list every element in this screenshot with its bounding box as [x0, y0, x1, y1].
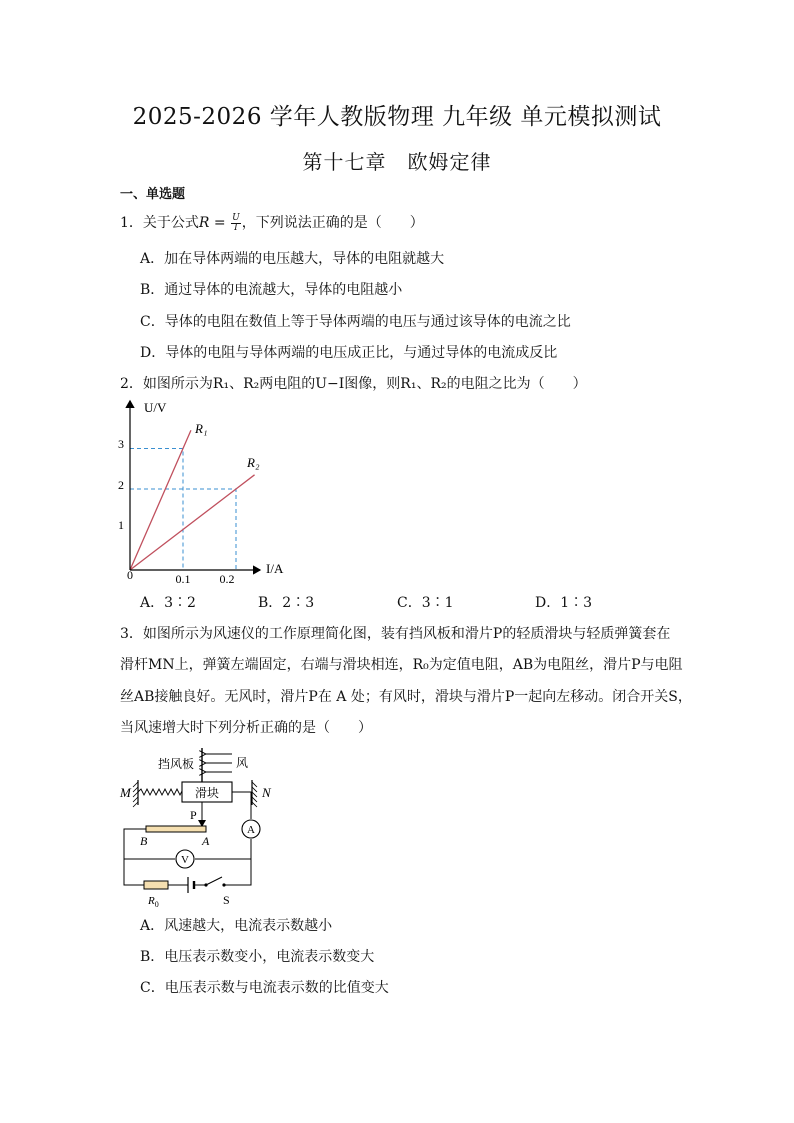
y-tick-label: 2: [118, 478, 124, 492]
fraction-numerator: U: [232, 212, 240, 223]
option-c: C．导体的电阻在数值上等于导体两端的电压与通过该导体的电流之比: [140, 314, 571, 330]
series-label-r1: R₁: [195, 421, 208, 436]
option-b: B．通过导体的电流越大，导体的电阻越小: [140, 282, 403, 298]
label-p: P: [190, 808, 197, 822]
label-m: M: [120, 785, 131, 800]
formula-fraction: [231, 214, 241, 233]
formula-r: R: [198, 215, 210, 231]
option-d: D．导体的电阻与导体两端的电压成正比，与通过导体的电流成反比: [140, 345, 558, 361]
formula-equals: =: [209, 215, 231, 231]
option-a: A．风速越大，电流表示数越小: [140, 918, 333, 934]
chapter-title: 第十七章 欧姆定律: [302, 150, 492, 174]
slider-label: 滑块: [194, 786, 220, 800]
question-1-stem: [120, 212, 424, 233]
resistor-r0: [144, 881, 168, 889]
wind-speed-circuit-diagram: [110, 742, 280, 910]
x-tick-label: 0: [127, 568, 133, 582]
option-b: B．电压表示数变小，电流表示数变大: [140, 949, 375, 965]
question-3-stem-line: 丝AB接触良好。无风时，滑片P在 A 处；有风时，滑块与滑片P一起向左移动。闭合开关S，: [120, 689, 692, 705]
u-i-chart: [112, 395, 302, 585]
y-axis-label: U/V: [144, 400, 167, 415]
series-lines: [130, 430, 255, 570]
x-axis-label: I/A: [266, 561, 284, 576]
ammeter-label: A: [247, 824, 255, 836]
label-n: N: [262, 785, 271, 800]
question-number: 3．: [120, 626, 143, 642]
section-title: 一、单选题: [120, 187, 186, 202]
stem-text: 如图所示为风速仪的工作原理简化图，装有挡风板和滑片P的轻质滑块与轻质弹簧套在: [142, 626, 671, 642]
resistance-wire-ab: [146, 826, 206, 832]
x-tick-label: 0.1: [175, 572, 191, 585]
stem-text: ，下列说法正确的是（ ）: [241, 215, 424, 231]
series-line-r1: [130, 430, 191, 570]
x-tick-label: 0.2: [219, 572, 235, 585]
wind-label: 风: [236, 756, 249, 770]
option-b: B．2∶3: [258, 595, 315, 611]
option-c: C．电压表示数与电流表示数的比值变大: [140, 980, 389, 996]
question-number: 1．: [120, 215, 143, 231]
label-b: B: [140, 834, 148, 848]
question-3-stem-line: 当风速增大时下列分析正确的是（ ）: [120, 720, 372, 736]
label-s: S: [223, 893, 230, 907]
switch-contact: [222, 883, 225, 886]
option-a: A．3∶2: [140, 595, 196, 611]
label-r0: $R_0$: [148, 895, 159, 909]
switch-s: [206, 877, 222, 885]
guide-lines: [130, 449, 236, 571]
option-d: D．1∶3: [535, 595, 593, 611]
question-2-stem: [120, 373, 587, 393]
label-a: A: [202, 834, 210, 848]
voltmeter-label: V: [181, 854, 189, 866]
stem-text: 关于公式: [142, 215, 199, 231]
wind-board-label: 挡风板: [158, 757, 195, 771]
option-c: C．3∶1: [397, 595, 454, 611]
y-tick-label: 1: [118, 518, 124, 532]
option-a: A．加在导体两端的电压越大，导体的电阻就越大: [140, 251, 445, 267]
stem-text: 如图所示为R₁、R₂两电阻的U−I图像，则R₁、R₂的电阻之比为（ ）: [142, 376, 587, 392]
series-line-r2: [130, 475, 255, 570]
question-number: 2．: [120, 376, 143, 392]
series-label-r2: R₂: [247, 455, 260, 470]
question-3-stem-line: [120, 623, 670, 643]
fraction-denominator: I: [234, 222, 238, 233]
y-tick-label: 3: [118, 437, 124, 451]
page-title: 2025-2026 学年人教版物理 九年级 单元模拟测试: [132, 104, 662, 130]
question-3-stem-line: 滑杆MN上，弹簧左端固定，右端与滑块相连，R₀为定值电阻，AB为电阻丝，滑片P与电阻: [120, 657, 683, 673]
